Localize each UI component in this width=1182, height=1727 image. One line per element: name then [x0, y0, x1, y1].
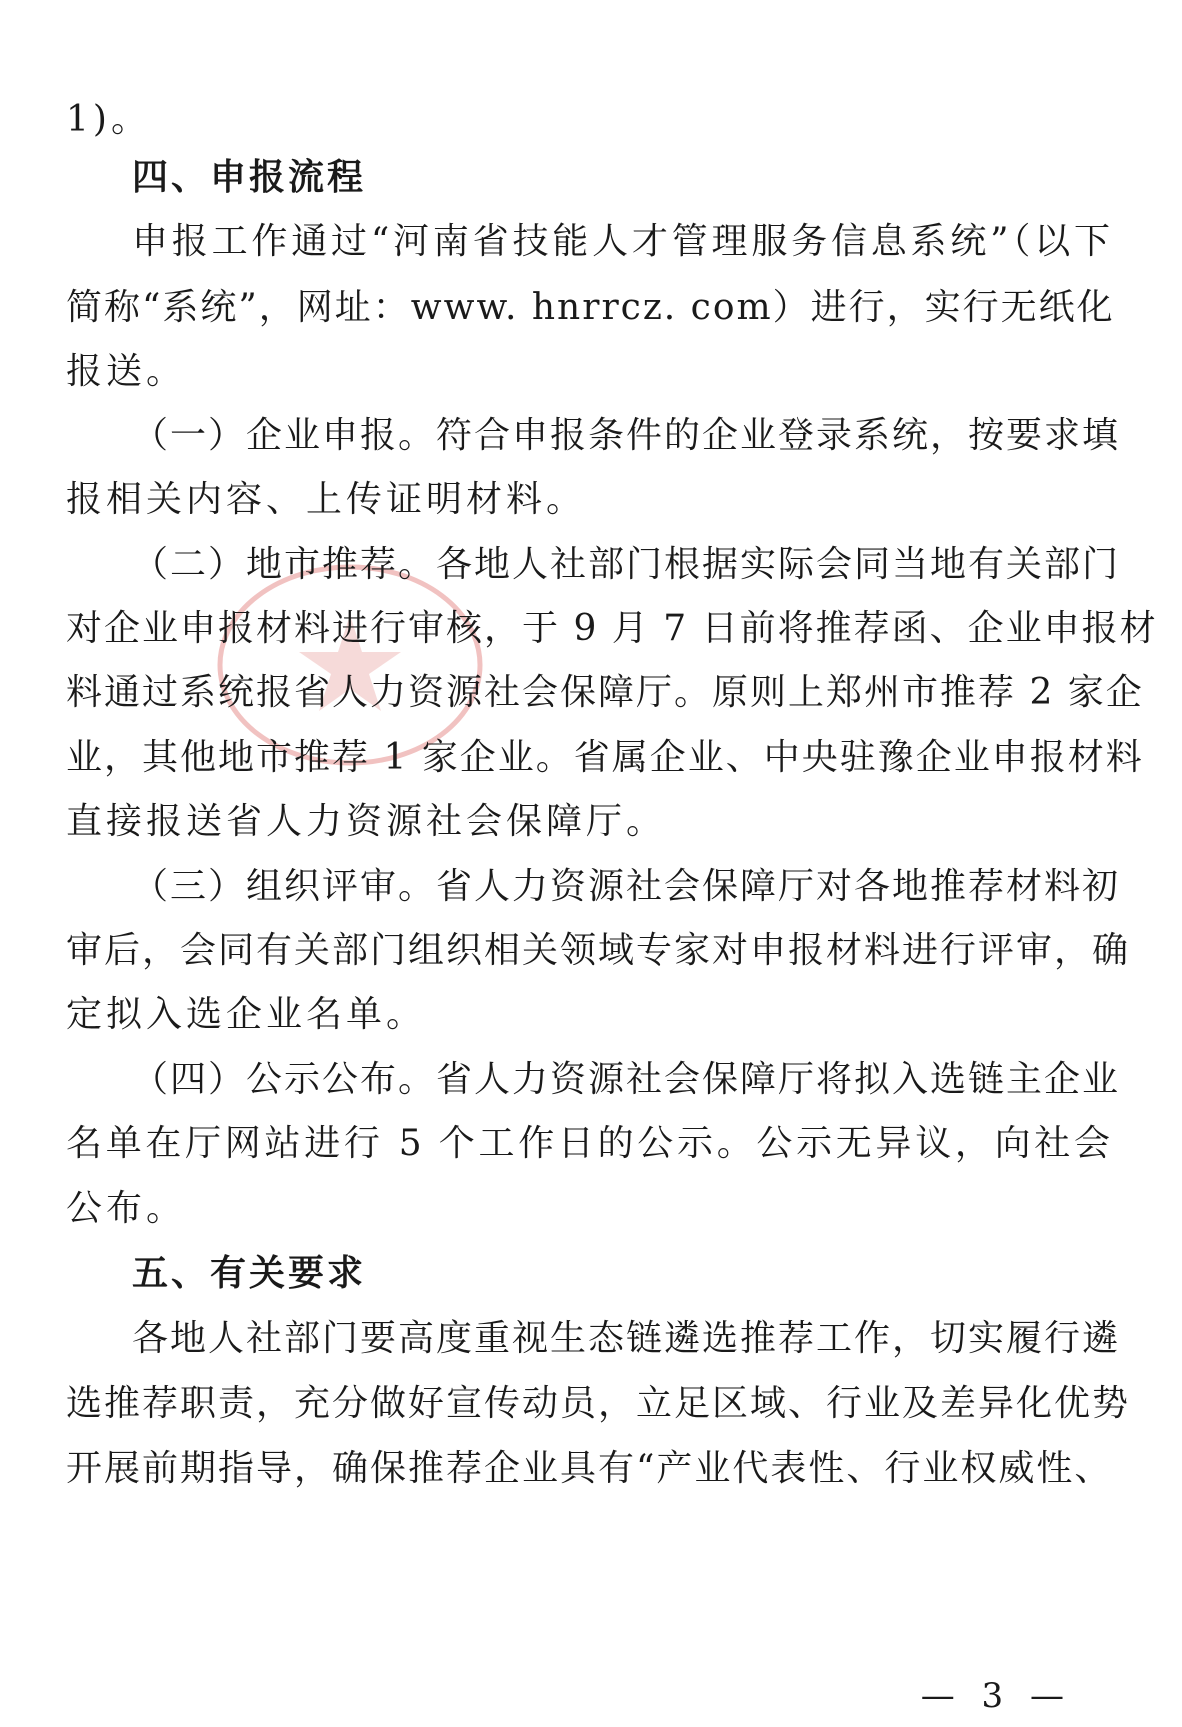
paragraph-line: 简称“系统”，网址：www. hnrrcz. com）进行，实行无纸化 — [66, 287, 1115, 328]
paragraph-line: 名单在厅网站进行 5 个工作日的公示。公示无异议，向社会 — [66, 1123, 1112, 1164]
section-heading: 四、申报流程 — [132, 157, 367, 198]
section-heading: 五、有关要求 — [132, 1253, 367, 1294]
paragraph-line: 开展前期指导，确保推荐企业具有“产业代表性、行业权威性、 — [66, 1448, 1113, 1489]
paragraph-line: 直接报送省人力资源社会保障厅。 — [66, 801, 667, 842]
paragraph-line: （二）地市推荐。各地人社部门根据实际会同当地有关部门 — [132, 544, 1121, 585]
paragraph-line: 料通过系统报省人力资源社会保障厅。原则上郑州市推荐 2 家企 — [66, 672, 1144, 713]
paragraph-line: （一）企业申报。符合申报条件的企业登录系统，按要求填 — [132, 415, 1121, 456]
paragraph-line: 各地人社部门要高度重视生态链遴选推荐工作，切实履行遴 — [132, 1318, 1121, 1359]
paragraph-line: （四）公示公布。省人力资源社会保障厅将拟入选链主企业 — [132, 1059, 1121, 1100]
paragraph-line: 申报工作通过“河南省技能人才管理服务信息系统”（以下 — [132, 221, 1112, 262]
paragraph-line: 业，其他地市推荐 1 家企业。省属企业、中央驻豫企业申报材料 — [66, 737, 1144, 778]
paragraph-line: 定拟入选企业名单。 — [66, 994, 427, 1035]
paragraph-line: 1)。 — [66, 99, 151, 140]
paragraph-line: 报送。 — [66, 351, 187, 392]
page-number: — 3 — — [920, 1676, 1072, 1716]
paragraph-line: 审后，会同有关部门组织相关领域专家对申报材料进行评审，确 — [66, 930, 1131, 971]
paragraph-line: 选推荐职责，充分做好宣传动员，立足区域、行业及差异化优势 — [66, 1383, 1131, 1424]
paragraph-line: 报相关内容、上传证明材料。 — [66, 479, 587, 520]
paragraph-line: 对企业申报材料进行审核，于 9 月 7 日前将推荐函、企业申报材 — [66, 608, 1158, 649]
paragraph-line: （三）组织评审。省人力资源社会保障厅对各地推荐材料初 — [132, 866, 1121, 907]
paragraph-line: 公布。 — [66, 1188, 187, 1229]
